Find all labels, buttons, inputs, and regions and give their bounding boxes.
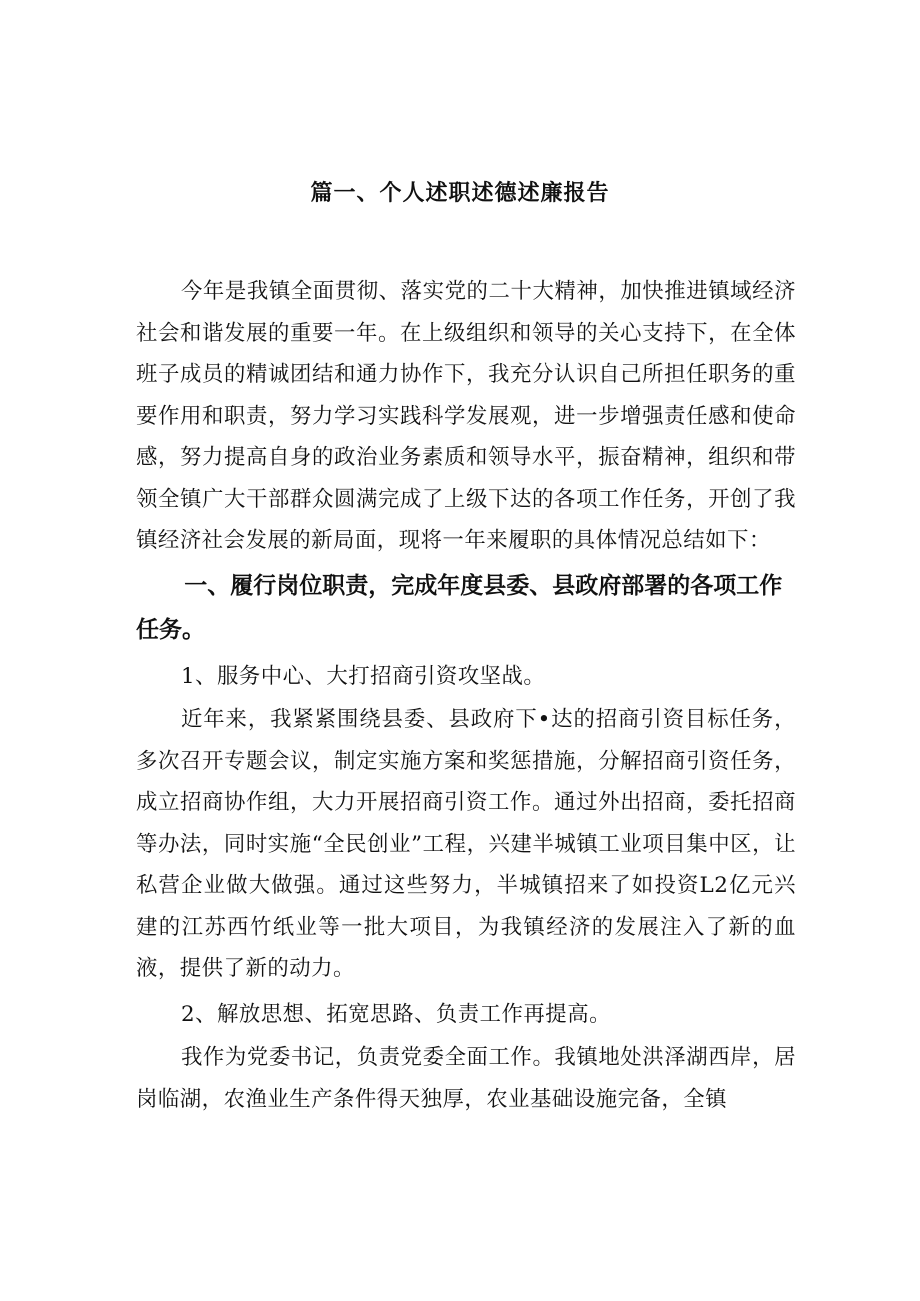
item-paragraph: 近年来，我紧紧围绕县委、县政府下•达的招商引资目标任务，多次召开专题会议，制定实施方案和奖惩措施，分解招商引资任务，成立招商协作组，大力开展招商引资工作。通过外出招商，委托招商等办法，同时实施“全民创业”工程，兴建半城镇工业项目集中区，让私营企业做大做强。通过这些努力，半城镇招来了如投资L2亿元兴建的江苏西竹纸业等一批大项目，为我镇经济的发展注入了新的血液，提供了新的动力。 [136, 707, 796, 981]
item-heading: 1、服务中心、大打招商引资攻坚战。 [180, 663, 546, 689]
item-paragraph: 我作为党委书记，负责党委全面工作。我镇地处洪泽湖西岸，居岗临湖，农渔业生产条件得天独厚，农业基础设施完备，全镇 [136, 1045, 796, 1112]
intro-paragraph: 今年是我镇全面贯彻、落实党的二十大精神，加快推进镇域经济社会和谐发展的重要一年。在上级组织和领导的关心支持下，在全体班子成员的精诚团结和通力协作下，我充分认识自己所担任职务的重要作用和职责，努力学习实践科学发展观，进一步增强责任感和使命感，努力提高自身的政治业务素质和领导水平，振奋精神，组织和带领全镇广大干部群众圆满完成了上级下达的各项工作任务，开创了我镇经济社会发展的新局面，现将一年来履职的具体情况总结如下： [136, 279, 796, 553]
document-title: 篇一、个人述职述德述廉报告 [310, 180, 610, 206]
item-heading: 2、解放思想、拓宽思路、负责工作再提高。 [180, 1001, 611, 1027]
document-body [136, 271, 796, 1120]
section-heading: 一、履行岗位职责，完成年度县委、县政府部署的各项工作任务。 [136, 572, 783, 643]
